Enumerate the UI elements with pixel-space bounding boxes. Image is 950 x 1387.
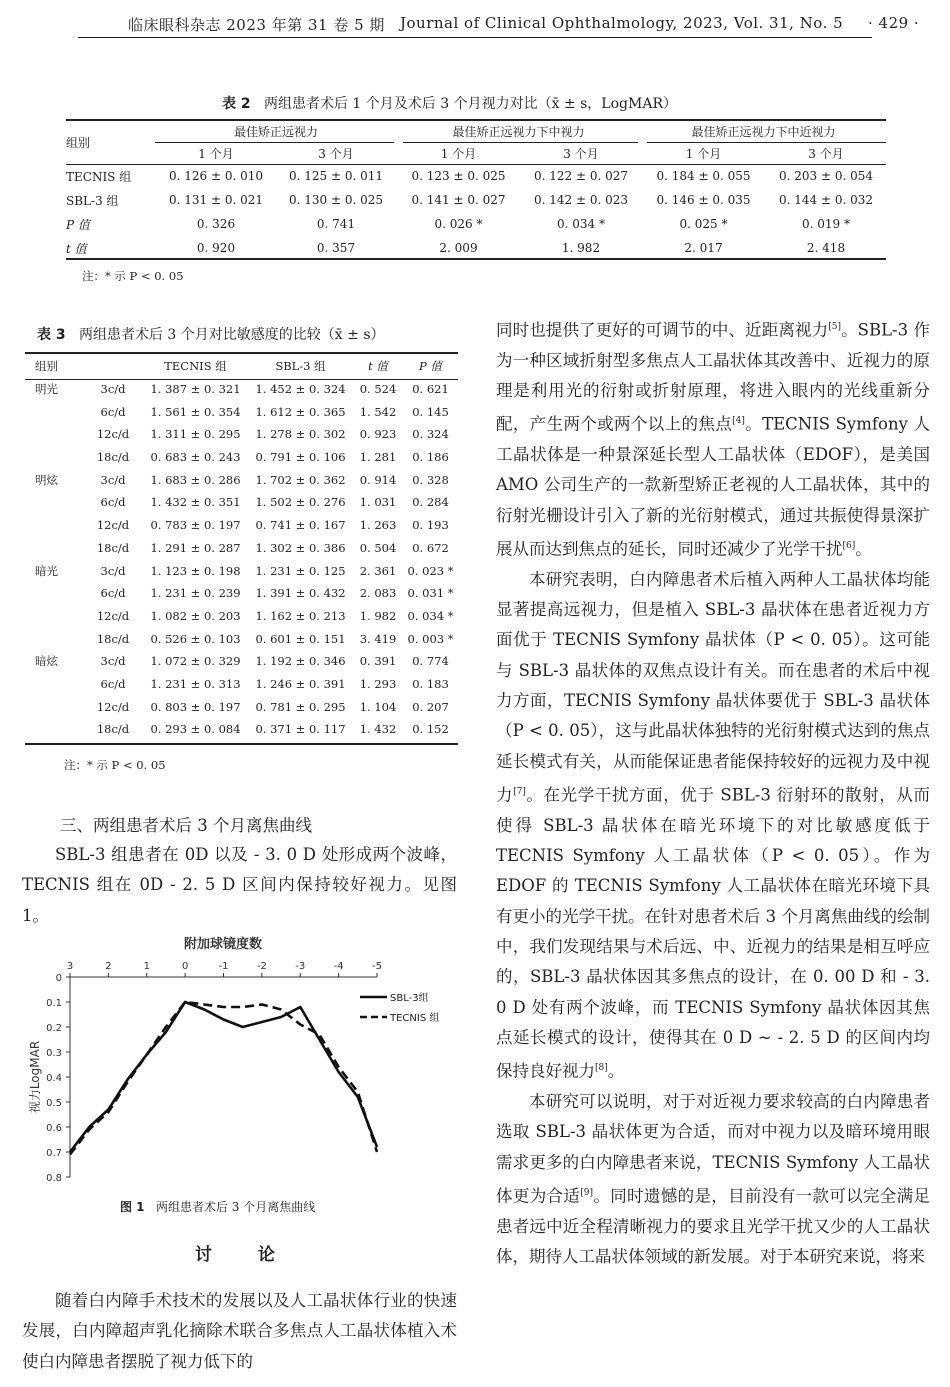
table3-cell-freq: 18c/d — [96, 450, 130, 465]
table2-label: 表 2 — [222, 96, 251, 112]
table3-cell-freq: 12c/d — [96, 699, 130, 714]
table3-cell-sbl: 0. 371 ± 0. 117 — [255, 722, 346, 737]
table3-cell-freq: 6c/d — [100, 404, 126, 419]
table2-cell: 2. 418 — [806, 241, 846, 255]
table3-cell-tecnis: 0. 803 ± 0. 197 — [150, 699, 241, 714]
table3-cell-group: 暗炫 — [35, 654, 58, 669]
table2-cell: 0. 184 ± 0. 055 — [656, 169, 751, 183]
table3-cell-tecnis: 1. 561 ± 0. 354 — [150, 404, 241, 419]
table3-cell-sbl: 1. 452 ± 0. 324 — [255, 382, 346, 397]
table3-bottom-rule — [25, 743, 458, 745]
table2-subheader: 3 个月 — [808, 146, 844, 161]
table2-cell: 0. 141 ± 0. 027 — [411, 193, 506, 207]
table3-cell-tecnis: 1. 683 ± 0. 286 — [150, 472, 241, 487]
table3-cell-t: 2. 361 — [359, 563, 397, 578]
legend-label: SBL-3组 — [390, 993, 429, 1004]
y-tick-label: 0.4 — [46, 1073, 62, 1084]
table2-row — [66, 212, 886, 236]
table3-cell-freq: 6c/d — [100, 586, 126, 601]
x-tick-label: -2 — [256, 961, 267, 972]
table3-header: t 值 — [368, 359, 388, 374]
table2-cell: 0. 125 ± 0. 011 — [288, 169, 384, 183]
table2-cell: 0. 034 * — [557, 217, 605, 231]
table2-bottom-rule — [66, 258, 886, 260]
table3-row — [25, 468, 458, 491]
table3-cell-freq: 6c/d — [100, 676, 126, 691]
table3-cell-sbl: 1. 162 ± 0. 213 — [255, 608, 346, 623]
table3-cell-p: 0. 328 — [412, 472, 449, 487]
table2-cell: 0. 142 ± 0. 023 — [533, 193, 629, 207]
section3-title: 三、两组患者术后 3 个月离焦曲线 — [60, 816, 312, 835]
table3-cell-t: 1. 542 — [359, 404, 397, 419]
table3-header — [83, 355, 143, 378]
table2-subheader: 3 个月 — [563, 146, 599, 161]
figure1-title: 两组患者术后 3 个月离焦曲线 — [155, 1200, 316, 1214]
table3-cell-group — [25, 605, 83, 628]
table3-cell-sbl: 1. 192 ± 0. 346 — [255, 654, 346, 669]
citation-ref[interactable]: [9] — [580, 1187, 593, 1198]
table3-cell-tecnis: 1. 123 ± 0. 198 — [150, 563, 241, 578]
citation-ref[interactable]: [6] — [842, 541, 856, 552]
table3-cell-group — [25, 582, 83, 605]
discussion-paragraph — [496, 312, 930, 565]
text-run: 。在光学干扰方面，优于 SBL-3 衍射环的散射，从而使得 SBL-3 晶状体在暗光环境下的对比敏感度低于 TECNIS Symfony 人工晶状体（P < 0. 05）。作为 EDOF 的 TECNIS Symfony 人工晶状体在暗光环境下具有更小的光学干扰。在针对患者术后 3 个月离焦曲线的绘制中，我们发现结果与术后远、中、近视力的结果是相互呼应的，SBL-3 晶状体因其多焦点的设计，在 0. 00 D 和 - 3. 0 D 处有两个波峰，而 TECNIS Symfony 晶状体因其焦点延长模式的设计，使得其在 0 D ~ - 2. 5 D 的区间内均保持良好视力 — [496, 785, 931, 1081]
x-tick-label: 3 — [66, 961, 74, 972]
table3-cell-group — [25, 446, 83, 469]
table2-title: 两组患者术后 1 个月及术后 3 个月视力对比（x̄ ± s，LogMAR） — [263, 96, 677, 112]
table2-subheader: 3 个月 — [318, 146, 354, 161]
table3-cell-group: 明光 — [35, 382, 58, 397]
table3-cell-freq: 3c/d — [100, 472, 126, 487]
series-line-tecnis — [70, 1002, 377, 1155]
table3-cell-group: 暗光 — [35, 563, 58, 578]
table2-cell: 0. 025 * — [679, 217, 728, 231]
table3-row — [25, 582, 458, 605]
y-tick-label: 0.7 — [46, 1148, 62, 1159]
table3-row — [25, 605, 458, 628]
text-run: 本研究可以说明，对于对近视力要求较高的白内障患者选取 SBL-3 晶状体更为合适，而对中视力以及暗环境用眼需求更多的白内障患者来说，TECNIS Symfony 人工晶状体更为合适 — [496, 1091, 930, 1206]
table3-cell-t: 2. 083 — [359, 586, 397, 601]
table2-subheader: 1 个月 — [685, 146, 722, 161]
table3-row — [25, 559, 458, 582]
figure1-caption — [120, 1198, 315, 1215]
table3-cell-p: 0. 621 — [412, 382, 449, 397]
table2-header-rule — [66, 164, 886, 165]
table3-cell-p: 0. 145 — [412, 404, 449, 419]
table3-cell-sbl: 1. 246 ± 0. 391 — [255, 676, 346, 691]
citation-ref[interactable]: [5] — [828, 322, 841, 332]
x-tick-label: -4 — [333, 961, 344, 972]
table3-cell-freq: 18c/d — [96, 540, 130, 555]
table2-colgroup: 最佳矫正远视力下中近视力 — [691, 125, 836, 139]
table3-cell-freq: 12c/d — [96, 427, 130, 442]
table2-group-rule — [403, 142, 638, 143]
table3-row — [25, 423, 458, 446]
table3-cell-p: 0. 152 — [412, 722, 449, 737]
table2-cell: 0. 144 ± 0. 032 — [778, 193, 874, 207]
table3-cell-p: 0. 003 * — [407, 631, 454, 646]
table2-row — [66, 188, 886, 212]
table3-cell-t: 1. 263 — [359, 518, 397, 533]
table3-cell-tecnis: 1. 432 ± 0. 351 — [150, 495, 241, 510]
table3-header: SBL-3 组 — [275, 359, 326, 374]
legend-label: TECNIS 组 — [390, 1013, 440, 1024]
table3-row — [25, 673, 458, 696]
table2-row — [66, 236, 886, 260]
table3-cell-t: 0. 504 — [359, 540, 397, 555]
table3-row — [25, 695, 458, 718]
table3-row — [25, 446, 458, 469]
table2-cell: 0. 122 ± 0. 027 — [533, 169, 629, 183]
y-axis-label: 视力LogMAR — [28, 1040, 42, 1114]
table3-cell-freq: 12c/d — [96, 608, 130, 623]
table3-cell-sbl: 0. 781 ± 0. 295 — [255, 699, 346, 714]
table3-row — [25, 627, 458, 650]
table3-cell-sbl: 1. 702 ± 0. 362 — [255, 472, 346, 487]
y-tick-label: 0.8 — [46, 1173, 62, 1184]
discussion-title: 讨 论 — [195, 1245, 295, 1265]
table3-cell-tecnis: 1. 082 ± 0. 203 — [150, 608, 241, 623]
table3-cell-freq: 6c/d — [100, 495, 126, 510]
table2-note: 注：* 示 P < 0. 05 — [82, 269, 184, 283]
table3-cell-t: 0. 391 — [359, 654, 397, 669]
table2-colgroup: 最佳矫正远视力 — [233, 125, 318, 139]
table2-group-header: 组别 — [66, 136, 91, 150]
table2-cell: 0. 326 — [196, 217, 236, 231]
table3-row — [25, 537, 458, 560]
table3-cell-tecnis: 1. 231 ± 0. 313 — [150, 676, 241, 691]
table3-cell-tecnis: 1. 387 ± 0. 321 — [150, 382, 241, 397]
table3-header: 组别 — [35, 359, 58, 374]
table3-cell-sbl: 1. 302 ± 0. 386 — [255, 540, 346, 555]
x-tick-label: 2 — [105, 961, 112, 972]
table3-cell-sbl: 0. 601 ± 0. 151 — [255, 631, 346, 646]
table3-row — [25, 378, 458, 401]
table2-cell: 0. 019 * — [802, 217, 850, 231]
table3-cell-p: 0. 207 — [412, 699, 449, 714]
table3-cell-t: 1. 982 — [359, 608, 397, 623]
y-tick-label: 0.5 — [46, 1098, 62, 1109]
table3-cell-tecnis: 1. 231 ± 0. 239 — [150, 586, 241, 601]
table2-row-label: SBL-3 组 — [66, 193, 119, 208]
x-tick-label: 1 — [143, 961, 150, 972]
table3-cell-sbl: 1. 278 ± 0. 302 — [255, 427, 346, 442]
table3-cell-p: 0. 031 * — [407, 586, 454, 601]
table3-cell-freq: 3c/d — [100, 382, 126, 397]
defocus-curve-chart — [25, 930, 465, 1195]
page-number: · 429 · — [868, 14, 920, 32]
table3-caption — [37, 324, 385, 344]
table2-cell: 0. 146 ± 0. 035 — [656, 193, 751, 207]
series-line-sbl3 — [70, 1002, 377, 1152]
table2-caption — [222, 93, 677, 113]
table3-cell-t: 1. 432 — [359, 722, 397, 737]
table2-group-rule — [647, 142, 886, 143]
table3-cell-t: 0. 923 — [359, 427, 397, 442]
text-run: 。 — [855, 539, 872, 559]
text-run: 同时也提供了更好的可调节的中、近距离视力 — [496, 320, 829, 340]
journal-header-cn: 临床眼科杂志 2023 年第 31 卷 5 期 — [128, 16, 385, 34]
table3-cell-freq: 3c/d — [100, 654, 126, 669]
table2-cell: 2. 009 — [439, 241, 478, 255]
table2-cell: 0. 126 ± 0. 010 — [168, 169, 264, 183]
discussion-right-column — [496, 312, 930, 1272]
table3-cell-p: 0. 324 — [412, 427, 449, 442]
table3-cell-p: 0. 193 — [412, 518, 449, 533]
table3-cell-tecnis: 0. 293 ± 0. 084 — [150, 722, 241, 737]
table3-note: 注：* 示 P < 0. 05 — [64, 758, 166, 772]
table3-cell-t: 1. 104 — [359, 699, 397, 714]
discussion-paragraph — [496, 565, 930, 1087]
table2-cell: 0. 741 — [316, 217, 356, 231]
table2-cell: 0. 026 * — [434, 217, 483, 231]
table3-cell-group — [25, 718, 83, 741]
table2-cell: 0. 123 ± 0. 025 — [411, 169, 506, 183]
table3-top-rule — [25, 352, 458, 354]
table3-cell-freq: 18c/d — [96, 631, 130, 646]
table2-cell: 2. 017 — [684, 241, 723, 255]
table3-cell-p: 0. 186 — [412, 450, 449, 465]
y-tick-label: 0.6 — [46, 1123, 62, 1134]
table2-row-label: t 值 — [66, 241, 87, 256]
table3-cell-group — [25, 423, 83, 446]
table3-cell-sbl: 1. 612 ± 0. 365 — [255, 404, 346, 419]
table3-label: 表 3 — [37, 327, 66, 343]
table3-cell-sbl: 0. 791 ± 0. 106 — [255, 450, 346, 465]
y-tick-label: 0.3 — [46, 1048, 62, 1059]
journal-header-en: Journal of Clinical Ophthalmology, 2023, Vol. 31, No. 5 — [400, 14, 844, 32]
table3-cell-group — [25, 537, 83, 560]
citation-ref[interactable]: [4] — [732, 416, 745, 427]
table3-cell-t: 0. 524 — [359, 382, 397, 397]
table3-cell-group — [25, 514, 83, 537]
table2-cell: 0. 130 ± 0. 025 — [288, 193, 384, 207]
text-run: 。SBL-3 作为一种区域折射型多焦点人工晶状体其改善中、近视力的原理是利用光的衍射或折射原理，将进入眼内的光线重新分配，产生两个或两个以上的焦点 — [496, 320, 930, 434]
table3-cell-tecnis: 0. 526 ± 0. 103 — [150, 631, 241, 646]
table3 — [25, 355, 458, 741]
table3-cell-group — [25, 491, 83, 514]
table3-row — [25, 400, 458, 423]
table2-cell: 1. 982 — [561, 241, 601, 255]
table3-cell-tecnis: 0. 783 ± 0. 197 — [150, 518, 241, 533]
table3-row — [25, 514, 458, 537]
table2-colgroup: 最佳矫正远视力下中视力 — [452, 125, 585, 139]
table2-cell: 0. 920 — [196, 241, 236, 255]
table3-cell-sbl: 1. 231 ± 0. 125 — [255, 563, 346, 578]
text-run: 。同时遗憾的是，目前没有一款可以完全满足患者远中近全程清晰视力的要求且光学干扰又少的人工晶状体，期待人工晶状体领域的新发展。对于本研究来说，将来 — [496, 1186, 931, 1266]
table3-cell-group — [25, 673, 83, 696]
citation-ref[interactable]: [8] — [595, 1063, 608, 1074]
table3-cell-tecnis: 1. 311 ± 0. 295 — [150, 427, 241, 442]
table2-row-label: P 值 — [66, 217, 90, 232]
chart-title: 附加球镜度数 — [183, 937, 263, 952]
table3-cell-p: 0. 023 * — [407, 563, 454, 578]
table3-cell-sbl: 1. 502 ± 0. 276 — [255, 495, 346, 510]
section3-text: SBL-3 组患者在 0D 以及 - 3. 0 D 处形成两个波峰，TECNIS 组在 0D - 2. 5 D 区间内保持较好视力。见图 1。 — [22, 845, 457, 925]
table2-cell: 0. 131 ± 0. 021 — [168, 193, 264, 207]
y-tick-label: 0.1 — [46, 998, 62, 1009]
table3-cell-tecnis: 0. 683 ± 0. 243 — [150, 450, 241, 465]
table3-cell-freq: 18c/d — [96, 722, 130, 737]
figure1-label: 图 1 — [120, 1200, 145, 1214]
table3-cell-tecnis: 1. 072 ± 0. 329 — [150, 654, 241, 669]
table2-subheader: 1 个月 — [440, 146, 477, 161]
table3-header: TECNIS 组 — [164, 359, 227, 374]
citation-ref[interactable]: [7] — [513, 786, 526, 797]
x-tick-label: -1 — [218, 961, 229, 972]
x-tick-label: -3 — [295, 961, 306, 972]
table3-cell-sbl: 1. 391 ± 0. 432 — [255, 586, 346, 601]
table2-row — [66, 164, 886, 188]
table3-header: P 值 — [419, 359, 442, 374]
x-tick-label: 0 — [181, 961, 189, 972]
table3-title: 两组患者术后 3 个月对比敏感度的比较（x̄ ± s） — [78, 327, 385, 343]
table3-cell-t: 1. 293 — [359, 676, 397, 691]
table3-cell-p: 0. 284 — [412, 495, 449, 510]
table3-header-rule — [25, 379, 458, 380]
discussion-paragraph — [496, 1087, 930, 1272]
table3-cell-group — [25, 400, 83, 423]
table3-cell-group: 明炫 — [35, 472, 58, 487]
table2-group-rule — [155, 142, 394, 143]
table3-row — [25, 718, 458, 741]
discussion-left-text: 随着白内障手术技术的发展以及人工晶状体行业的快速发展，白内障超声乳化摘除术联合多焦点人工晶状体植入术使白内障患者摆脱了视力低下的 — [22, 1291, 457, 1371]
header-rule — [78, 37, 872, 38]
y-tick-label: 0.2 — [46, 1023, 62, 1034]
table3-cell-group — [25, 695, 83, 718]
table3-cell-freq: 12c/d — [96, 518, 130, 533]
table3-cell-p: 0. 183 — [412, 676, 449, 691]
table2-subheader: 1 个月 — [198, 146, 234, 161]
table2-cell: 0. 357 — [316, 241, 356, 255]
x-tick-label: -5 — [372, 961, 382, 972]
table2-cell: 0. 203 ± 0. 054 — [778, 169, 874, 183]
table2-row-label: TECNIS 组 — [66, 169, 132, 184]
table3-cell-tecnis: 1. 291 ± 0. 287 — [150, 540, 241, 555]
text-run: 。TECNIS Symfony 人工晶状体是一种景深延长型人工晶状体（EDOF），是美国 AMO 公司生产的一款新型矫正老视的人工晶状体，其中的衍射光栅设计引入了新的光衍射模式，通过共振使得景深扩展从而达到焦点的延长，同时还减少了光学干扰 — [496, 414, 931, 559]
table3-cell-group — [25, 627, 83, 650]
table3-cell-sbl: 0. 741 ± 0. 167 — [255, 518, 346, 533]
table3-row — [25, 491, 458, 514]
table3-cell-t: 1. 281 — [359, 450, 397, 465]
text-run: 本研究表明，白内障患者术后植入两种人工晶状体均能显著提高远视力，但是植入 SBL-3 晶状体在患者近视力方面优于 TECNIS Symfony 晶状体（P < 0. 05）。这可能与 SBL-3 晶状体的双焦点设计有关。而在患者的术后中视力方面，TECNIS Symfony 晶状体要优于 SBL-3 晶状体（P < 0. 05），这与此晶状体独特的光衍射模式达到的焦点延长模式有关，从而能保证患者能保持较好的远视力及中视力 — [496, 569, 930, 805]
table3-cell-freq: 3c/d — [100, 563, 126, 578]
table3-cell-t: 1. 031 — [359, 495, 397, 510]
text-run: 。 — [607, 1061, 625, 1081]
table3-row — [25, 650, 458, 673]
table3-cell-p: 0. 672 — [412, 540, 449, 555]
table3-cell-p: 0. 034 * — [407, 608, 454, 623]
table3-cell-t: 3. 419 — [359, 631, 397, 646]
table3-cell-p: 0. 774 — [412, 654, 449, 669]
table3-cell-t: 0. 914 — [359, 472, 397, 487]
y-tick-label: 0 — [55, 973, 62, 984]
